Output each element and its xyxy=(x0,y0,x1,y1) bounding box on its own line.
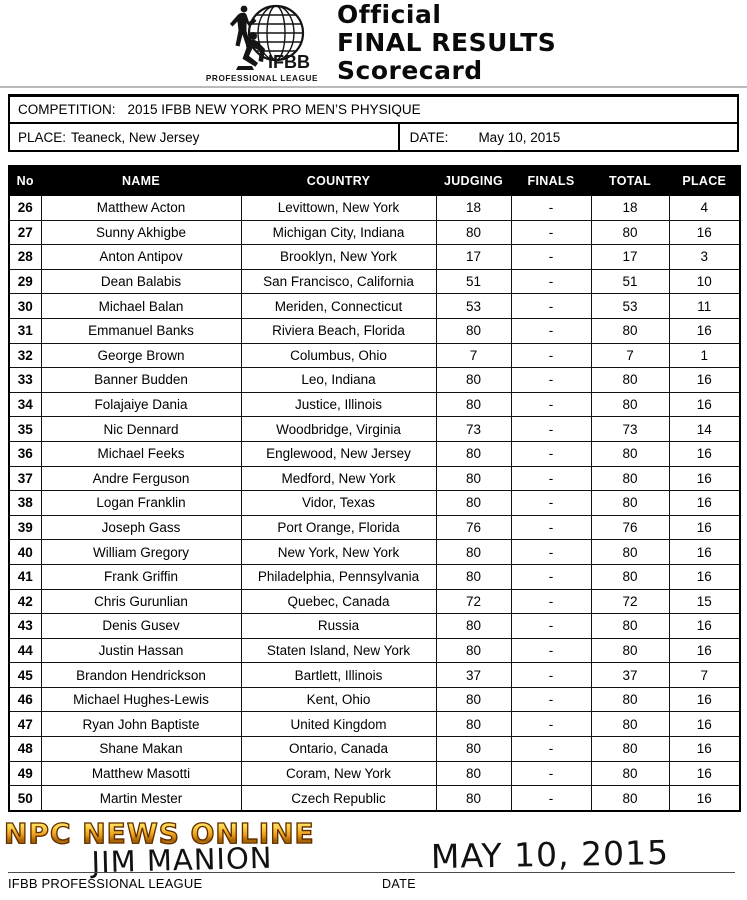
table-row xyxy=(9,589,740,614)
column-header-judging: JUDGING xyxy=(436,166,511,196)
cell-place: 16 xyxy=(669,515,740,540)
doc-title-line-3: Scorecard xyxy=(337,56,483,85)
cell-name: Denis Gusev xyxy=(41,614,241,639)
cell-no: 46 xyxy=(9,687,41,712)
cell-country: Czech Republic xyxy=(241,786,436,811)
table-row xyxy=(9,515,740,540)
cell-no: 37 xyxy=(9,466,41,491)
cell-place: 16 xyxy=(669,712,740,737)
date-label: DATE: xyxy=(409,129,449,145)
cell-name: Logan Franklin xyxy=(41,491,241,516)
cell-finals: - xyxy=(511,663,591,688)
cell-total: 72 xyxy=(591,589,669,614)
cell-name: Sunny Akhigbe xyxy=(41,220,241,245)
cell-no: 31 xyxy=(9,318,41,343)
cell-place: 16 xyxy=(669,318,740,343)
column-header-total: TOTAL xyxy=(591,166,669,196)
doc-title xyxy=(337,1,556,85)
cell-total: 17 xyxy=(591,245,669,270)
cell-name: William Gregory xyxy=(41,540,241,565)
cell-no: 30 xyxy=(9,294,41,319)
cell-name: Frank Griffin xyxy=(41,564,241,589)
signature-line xyxy=(8,872,735,873)
cell-judging: 80 xyxy=(436,540,511,565)
cell-finals: - xyxy=(511,318,591,343)
doc-title-line-2: FINAL RESULTS xyxy=(337,28,557,57)
cell-total: 80 xyxy=(591,491,669,516)
cell-total: 80 xyxy=(591,614,669,639)
cell-finals: - xyxy=(511,368,591,393)
table-row xyxy=(9,343,740,368)
cell-finals: - xyxy=(511,737,591,762)
column-header-no: No xyxy=(9,166,41,196)
cell-country: Englewood, New Jersey xyxy=(241,441,436,466)
header-divider xyxy=(0,86,747,88)
place-cell xyxy=(10,124,400,150)
cell-country: Levittown, New York xyxy=(241,196,436,221)
doc-title-line-1: Official xyxy=(337,0,442,29)
table-row xyxy=(9,318,740,343)
table-row xyxy=(9,564,740,589)
cell-country: Port Orange, Florida xyxy=(241,515,436,540)
cell-name: Andre Ferguson xyxy=(41,466,241,491)
signature-label: IFBB PROFESSIONAL LEAGUE xyxy=(8,876,203,891)
cell-no: 29 xyxy=(9,269,41,294)
competition-value: 2015 IFBB NEW YORK PRO MEN’S PHYSIQUE xyxy=(127,102,421,117)
cell-no: 47 xyxy=(9,712,41,737)
table-row xyxy=(9,245,740,270)
place-value: Teaneck, New Jersey xyxy=(71,129,200,145)
date-value: May 10, 2015 xyxy=(478,129,561,145)
cell-finals: - xyxy=(511,269,591,294)
cell-judging: 80 xyxy=(436,318,511,343)
cell-no: 26 xyxy=(9,196,41,221)
cell-place: 3 xyxy=(669,245,740,270)
cell-judging: 72 xyxy=(436,589,511,614)
cell-no: 36 xyxy=(9,441,41,466)
cell-country: Riviera Beach, Florida xyxy=(241,318,436,343)
ifbb-logo-org-text: IFBB xyxy=(268,52,310,72)
cell-judging: 80 xyxy=(436,466,511,491)
table-row xyxy=(9,687,740,712)
cell-finals: - xyxy=(511,687,591,712)
table-row xyxy=(9,761,740,786)
cell-country: Vidor, Texas xyxy=(241,491,436,516)
cell-name: Michael Balan xyxy=(41,294,241,319)
cell-no: 27 xyxy=(9,220,41,245)
results-tbody xyxy=(9,196,740,811)
cell-country: Justice, Illinois xyxy=(241,392,436,417)
competition-info-box xyxy=(8,94,739,152)
cell-name: Ryan John Baptiste xyxy=(41,712,241,737)
cell-judging: 80 xyxy=(436,614,511,639)
cell-total: 76 xyxy=(591,515,669,540)
cell-no: 45 xyxy=(9,663,41,688)
cell-name: Shane Makan xyxy=(41,737,241,762)
cell-place: 16 xyxy=(669,687,740,712)
cell-total: 18 xyxy=(591,196,669,221)
cell-country: Meriden, Connecticut xyxy=(241,294,436,319)
cell-total: 80 xyxy=(591,712,669,737)
cell-name: Michael Hughes-Lewis xyxy=(41,687,241,712)
results-table xyxy=(8,165,741,812)
cell-no: 50 xyxy=(9,786,41,811)
cell-no: 34 xyxy=(9,392,41,417)
cell-judging: 80 xyxy=(436,712,511,737)
cell-name: Martin Mester xyxy=(41,786,241,811)
cell-place: 7 xyxy=(669,663,740,688)
cell-finals: - xyxy=(511,196,591,221)
cell-finals: - xyxy=(511,614,591,639)
cell-finals: - xyxy=(511,712,591,737)
cell-country: Leo, Indiana xyxy=(241,368,436,393)
cell-finals: - xyxy=(511,540,591,565)
cell-place: 16 xyxy=(669,614,740,639)
cell-no: 44 xyxy=(9,638,41,663)
cell-country: Kent, Ohio xyxy=(241,687,436,712)
cell-finals: - xyxy=(511,392,591,417)
cell-finals: - xyxy=(511,466,591,491)
cell-name: Chris Gurunlian xyxy=(41,589,241,614)
cell-name: Matthew Masotti xyxy=(41,761,241,786)
table-row xyxy=(9,786,740,811)
cell-total: 80 xyxy=(591,392,669,417)
cell-name: Justin Hassan xyxy=(41,638,241,663)
cell-finals: - xyxy=(511,589,591,614)
cell-finals: - xyxy=(511,220,591,245)
table-row xyxy=(9,294,740,319)
column-header-name: NAME xyxy=(41,166,241,196)
table-row xyxy=(9,663,740,688)
cell-finals: - xyxy=(511,761,591,786)
cell-country: Russia xyxy=(241,614,436,639)
cell-place: 10 xyxy=(669,269,740,294)
cell-total: 53 xyxy=(591,294,669,319)
table-row xyxy=(9,269,740,294)
cell-place: 11 xyxy=(669,294,740,319)
cell-judging: 80 xyxy=(436,687,511,712)
cell-no: 33 xyxy=(9,368,41,393)
cell-total: 80 xyxy=(591,466,669,491)
table-row xyxy=(9,392,740,417)
cell-finals: - xyxy=(511,638,591,663)
signature: JIM MANION xyxy=(91,840,273,880)
cell-finals: - xyxy=(511,294,591,319)
cell-judging: 76 xyxy=(436,515,511,540)
cell-finals: - xyxy=(511,491,591,516)
cell-name: Dean Balabis xyxy=(41,269,241,294)
cell-place: 16 xyxy=(669,786,740,811)
cell-name: Brandon Hendrickson xyxy=(41,663,241,688)
cell-judging: 80 xyxy=(436,564,511,589)
cell-place: 16 xyxy=(669,441,740,466)
cell-no: 40 xyxy=(9,540,41,565)
cell-name: Folajaiye Dania xyxy=(41,392,241,417)
npc-news-online-logo: NPC NEWS ONLINE xyxy=(4,817,315,850)
cell-place: 16 xyxy=(669,540,740,565)
table-row xyxy=(9,441,740,466)
place-label: PLACE: xyxy=(18,129,67,145)
cell-finals: - xyxy=(511,564,591,589)
cell-place: 16 xyxy=(669,737,740,762)
cell-no: 35 xyxy=(9,417,41,442)
table-row xyxy=(9,540,740,565)
cell-name: Anton Antipov xyxy=(41,245,241,270)
cell-total: 80 xyxy=(591,638,669,663)
column-header-country: COUNTRY xyxy=(241,166,436,196)
cell-country: Woodbridge, Virginia xyxy=(241,417,436,442)
column-header-finals: FINALS xyxy=(511,166,591,196)
cell-place: 16 xyxy=(669,564,740,589)
cell-place: 16 xyxy=(669,491,740,516)
cell-total: 80 xyxy=(591,737,669,762)
cell-name: Matthew Acton xyxy=(41,196,241,221)
competition-row xyxy=(10,97,737,124)
cell-finals: - xyxy=(511,441,591,466)
cell-place: 15 xyxy=(669,589,740,614)
cell-judging: 80 xyxy=(436,368,511,393)
cell-name: Michael Feeks xyxy=(41,441,241,466)
cell-finals: - xyxy=(511,245,591,270)
cell-name: Nic Dennard xyxy=(41,417,241,442)
cell-name: George Brown xyxy=(41,343,241,368)
cell-name: Banner Budden xyxy=(41,368,241,393)
cell-place: 16 xyxy=(669,368,740,393)
cell-country: Medford, New York xyxy=(241,466,436,491)
cell-no: 43 xyxy=(9,614,41,639)
cell-country: Coram, New York xyxy=(241,761,436,786)
cell-country: New York, New York xyxy=(241,540,436,565)
cell-country: Quebec, Canada xyxy=(241,589,436,614)
cell-place: 16 xyxy=(669,466,740,491)
cell-judging: 80 xyxy=(436,761,511,786)
cell-finals: - xyxy=(511,417,591,442)
cell-judging: 80 xyxy=(436,491,511,516)
ifbb-logo xyxy=(196,2,334,86)
cell-total: 80 xyxy=(591,220,669,245)
cell-total: 80 xyxy=(591,318,669,343)
cell-judging: 80 xyxy=(436,737,511,762)
cell-place: 16 xyxy=(669,392,740,417)
cell-total: 80 xyxy=(591,368,669,393)
cell-country: Columbus, Ohio xyxy=(241,343,436,368)
table-row xyxy=(9,712,740,737)
table-row xyxy=(9,368,740,393)
cell-place: 1 xyxy=(669,343,740,368)
cell-judging: 80 xyxy=(436,220,511,245)
table-row xyxy=(9,491,740,516)
cell-no: 48 xyxy=(9,737,41,762)
cell-judging: 73 xyxy=(436,417,511,442)
cell-total: 80 xyxy=(591,540,669,565)
table-row xyxy=(9,614,740,639)
table-row xyxy=(9,466,740,491)
cell-finals: - xyxy=(511,515,591,540)
cell-country: Ontario, Canada xyxy=(241,737,436,762)
cell-total: 51 xyxy=(591,269,669,294)
table-row xyxy=(9,737,740,762)
cell-place: 14 xyxy=(669,417,740,442)
table-row xyxy=(9,638,740,663)
cell-country: Philadelphia, Pennsylvania xyxy=(241,564,436,589)
handwritten-date: MAY 10, 2015 xyxy=(430,832,670,877)
results-header-row xyxy=(9,166,740,196)
cell-place: 16 xyxy=(669,220,740,245)
cell-name: Joseph Gass xyxy=(41,515,241,540)
cell-country: Staten Island, New York xyxy=(241,638,436,663)
competition-label: COMPETITION: xyxy=(18,102,116,117)
cell-judging: 51 xyxy=(436,269,511,294)
cell-country: Bartlett, Illinois xyxy=(241,663,436,688)
table-row xyxy=(9,196,740,221)
cell-judging: 80 xyxy=(436,638,511,663)
cell-country: United Kingdom xyxy=(241,712,436,737)
date-cell xyxy=(400,124,737,150)
cell-no: 39 xyxy=(9,515,41,540)
cell-judging: 7 xyxy=(436,343,511,368)
cell-no: 41 xyxy=(9,564,41,589)
cell-country: San Francisco, California xyxy=(241,269,436,294)
cell-no: 28 xyxy=(9,245,41,270)
cell-total: 37 xyxy=(591,663,669,688)
cell-total: 80 xyxy=(591,441,669,466)
cell-total: 73 xyxy=(591,417,669,442)
cell-no: 49 xyxy=(9,761,41,786)
ifbb-logo-suborg-text: PROFESSIONAL LEAGUE xyxy=(205,74,319,83)
cell-total: 80 xyxy=(591,761,669,786)
column-header-place: PLACE xyxy=(669,166,740,196)
cell-place: 16 xyxy=(669,761,740,786)
cell-judging: 53 xyxy=(436,294,511,319)
table-row xyxy=(9,417,740,442)
cell-total: 80 xyxy=(591,687,669,712)
place-date-row xyxy=(10,124,737,150)
cell-finals: - xyxy=(511,343,591,368)
cell-place: 4 xyxy=(669,196,740,221)
cell-no: 38 xyxy=(9,491,41,516)
cell-total: 80 xyxy=(591,786,669,811)
footer-date-label: DATE xyxy=(382,877,417,891)
cell-finals: - xyxy=(511,786,591,811)
cell-name: Emmanuel Banks xyxy=(41,318,241,343)
cell-country: Brooklyn, New York xyxy=(241,245,436,270)
cell-judging: 80 xyxy=(436,392,511,417)
table-row xyxy=(9,220,740,245)
cell-no: 42 xyxy=(9,589,41,614)
cell-place: 16 xyxy=(669,638,740,663)
cell-judging: 18 xyxy=(436,196,511,221)
cell-no: 32 xyxy=(9,343,41,368)
cell-total: 7 xyxy=(591,343,669,368)
cell-judging: 37 xyxy=(436,663,511,688)
cell-judging: 80 xyxy=(436,441,511,466)
cell-total: 80 xyxy=(591,564,669,589)
cell-country: Michigan City, Indiana xyxy=(241,220,436,245)
cell-judging: 17 xyxy=(436,245,511,270)
cell-judging: 80 xyxy=(436,786,511,811)
